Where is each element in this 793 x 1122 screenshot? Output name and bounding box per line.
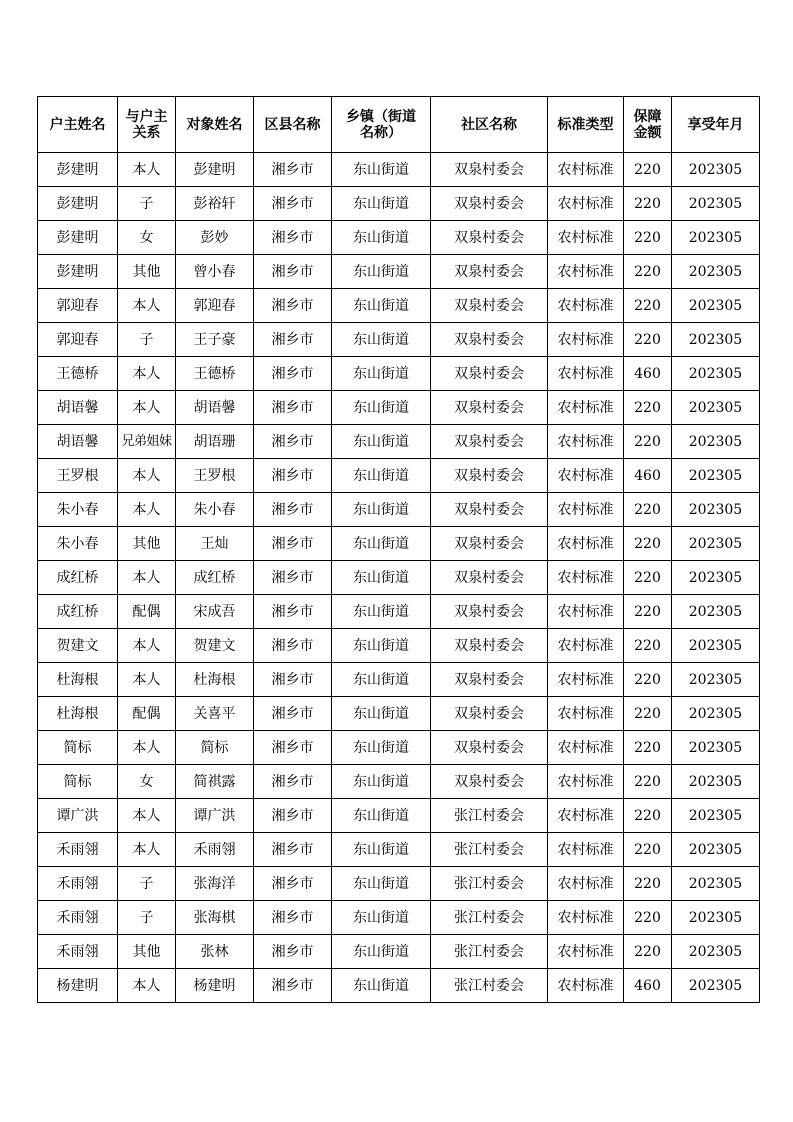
community-cell: 双泉村委会 xyxy=(431,561,548,595)
period-cell: 202305 xyxy=(672,255,760,289)
amount-cell: 220 xyxy=(624,221,672,255)
householder-name-cell: 朱小春 xyxy=(38,527,118,561)
member-name-cell: 王罗根 xyxy=(176,459,254,493)
county-cell: 湘乡市 xyxy=(254,221,332,255)
table-row xyxy=(38,323,760,357)
amount-cell: 220 xyxy=(624,629,672,663)
period-cell: 202305 xyxy=(672,357,760,391)
table-row xyxy=(38,867,760,901)
relation-cell: 本人 xyxy=(118,969,176,1003)
standard-type-cell: 农村标准 xyxy=(548,153,624,187)
amount-cell: 220 xyxy=(624,527,672,561)
township-cell: 东山街道 xyxy=(332,323,431,357)
standard-type-cell: 农村标准 xyxy=(548,527,624,561)
householder-name-cell: 成红桥 xyxy=(38,595,118,629)
member-name-cell: 关喜平 xyxy=(176,697,254,731)
amount-cell: 220 xyxy=(624,799,672,833)
community-cell: 双泉村委会 xyxy=(431,221,548,255)
table-row xyxy=(38,255,760,289)
county-cell: 湘乡市 xyxy=(254,459,332,493)
standard-type-cell: 农村标准 xyxy=(548,493,624,527)
community-cell: 张江村委会 xyxy=(431,901,548,935)
amount-cell: 220 xyxy=(624,697,672,731)
township-cell: 东山街道 xyxy=(332,561,431,595)
township-cell: 东山街道 xyxy=(332,799,431,833)
county-cell: 湘乡市 xyxy=(254,969,332,1003)
table-row xyxy=(38,765,760,799)
township-cell: 东山街道 xyxy=(332,833,431,867)
community-cell: 双泉村委会 xyxy=(431,187,548,221)
county-cell: 湘乡市 xyxy=(254,731,332,765)
period-cell: 202305 xyxy=(672,799,760,833)
period-cell: 202305 xyxy=(672,527,760,561)
period-cell: 202305 xyxy=(672,221,760,255)
community-cell: 张江村委会 xyxy=(431,969,548,1003)
member-name-cell: 郭迎春 xyxy=(176,289,254,323)
standard-type-cell: 农村标准 xyxy=(548,595,624,629)
amount-cell: 460 xyxy=(624,357,672,391)
table-row xyxy=(38,425,760,459)
member-name-cell: 彭裕轩 xyxy=(176,187,254,221)
header-householder-name: 户主姓名 xyxy=(38,97,118,153)
header-row xyxy=(38,97,760,153)
member-name-cell: 杨建明 xyxy=(176,969,254,1003)
member-name-cell: 王灿 xyxy=(176,527,254,561)
community-cell: 双泉村委会 xyxy=(431,629,548,663)
householder-name-cell: 王德桥 xyxy=(38,357,118,391)
county-cell: 湘乡市 xyxy=(254,629,332,663)
member-name-cell: 朱小春 xyxy=(176,493,254,527)
county-cell: 湘乡市 xyxy=(254,255,332,289)
township-cell: 东山街道 xyxy=(332,187,431,221)
member-name-cell: 王子豪 xyxy=(176,323,254,357)
community-cell: 双泉村委会 xyxy=(431,765,548,799)
householder-name-cell: 禾雨翎 xyxy=(38,833,118,867)
relation-cell: 其他 xyxy=(118,255,176,289)
county-cell: 湘乡市 xyxy=(254,935,332,969)
community-cell: 双泉村委会 xyxy=(431,323,548,357)
period-cell: 202305 xyxy=(672,731,760,765)
householder-name-cell: 王罗根 xyxy=(38,459,118,493)
householder-name-cell: 郭迎春 xyxy=(38,323,118,357)
period-cell: 202305 xyxy=(672,561,760,595)
standard-type-cell: 农村标准 xyxy=(548,799,624,833)
community-cell: 双泉村委会 xyxy=(431,527,548,561)
householder-name-cell: 贺建文 xyxy=(38,629,118,663)
community-cell: 张江村委会 xyxy=(431,935,548,969)
householder-name-cell: 禾雨翎 xyxy=(38,935,118,969)
township-cell: 东山街道 xyxy=(332,255,431,289)
amount-cell: 220 xyxy=(624,867,672,901)
householder-name-cell: 成红桥 xyxy=(38,561,118,595)
period-cell: 202305 xyxy=(672,765,760,799)
relation-cell: 本人 xyxy=(118,663,176,697)
amount-cell: 220 xyxy=(624,901,672,935)
community-cell: 双泉村委会 xyxy=(431,357,548,391)
period-cell: 202305 xyxy=(672,289,760,323)
community-cell: 双泉村委会 xyxy=(431,663,548,697)
member-name-cell: 简标 xyxy=(176,731,254,765)
period-cell: 202305 xyxy=(672,833,760,867)
table-row xyxy=(38,833,760,867)
standard-type-cell: 农村标准 xyxy=(548,357,624,391)
member-name-cell: 宋成吾 xyxy=(176,595,254,629)
householder-name-cell: 胡语馨 xyxy=(38,425,118,459)
period-cell: 202305 xyxy=(672,187,760,221)
member-name-cell: 张林 xyxy=(176,935,254,969)
community-cell: 双泉村委会 xyxy=(431,425,548,459)
amount-cell: 220 xyxy=(624,731,672,765)
table-row xyxy=(38,493,760,527)
member-name-cell: 王德桥 xyxy=(176,357,254,391)
relation-cell: 子 xyxy=(118,901,176,935)
county-cell: 湘乡市 xyxy=(254,391,332,425)
householder-name-cell: 杨建明 xyxy=(38,969,118,1003)
standard-type-cell: 农村标准 xyxy=(548,867,624,901)
township-cell: 东山街道 xyxy=(332,391,431,425)
header-township: 乡镇（街道 名称） xyxy=(332,97,431,153)
township-cell: 东山街道 xyxy=(332,663,431,697)
county-cell: 湘乡市 xyxy=(254,187,332,221)
period-cell: 202305 xyxy=(672,935,760,969)
period-cell: 202305 xyxy=(672,153,760,187)
householder-name-cell: 彭建明 xyxy=(38,221,118,255)
householder-name-cell: 彭建明 xyxy=(38,255,118,289)
township-cell: 东山街道 xyxy=(332,221,431,255)
standard-type-cell: 农村标准 xyxy=(548,289,624,323)
table-row xyxy=(38,901,760,935)
standard-type-cell: 农村标准 xyxy=(548,391,624,425)
amount-cell: 460 xyxy=(624,969,672,1003)
standard-type-cell: 农村标准 xyxy=(548,221,624,255)
township-cell: 东山街道 xyxy=(332,765,431,799)
table-row xyxy=(38,289,760,323)
period-cell: 202305 xyxy=(672,595,760,629)
amount-cell: 220 xyxy=(624,833,672,867)
county-cell: 湘乡市 xyxy=(254,323,332,357)
standard-type-cell: 农村标准 xyxy=(548,187,624,221)
period-cell: 202305 xyxy=(672,323,760,357)
header-period: 享受年月 xyxy=(672,97,760,153)
header-amount: 保障 金额 xyxy=(624,97,672,153)
table-row xyxy=(38,357,760,391)
table-row xyxy=(38,629,760,663)
standard-type-cell: 农村标准 xyxy=(548,731,624,765)
table-row xyxy=(38,459,760,493)
standard-type-cell: 农村标准 xyxy=(548,425,624,459)
table-row xyxy=(38,561,760,595)
roster-table xyxy=(37,96,760,1003)
relation-cell: 其他 xyxy=(118,527,176,561)
relation-cell: 本人 xyxy=(118,357,176,391)
householder-name-cell: 胡语馨 xyxy=(38,391,118,425)
period-cell: 202305 xyxy=(672,425,760,459)
relation-cell: 女 xyxy=(118,765,176,799)
amount-cell: 220 xyxy=(624,493,672,527)
householder-name-cell: 谭广洪 xyxy=(38,799,118,833)
amount-cell: 220 xyxy=(624,289,672,323)
relation-cell: 子 xyxy=(118,187,176,221)
standard-type-cell: 农村标准 xyxy=(548,969,624,1003)
community-cell: 双泉村委会 xyxy=(431,391,548,425)
member-name-cell: 彭建明 xyxy=(176,153,254,187)
table-header xyxy=(38,97,760,153)
member-name-cell: 杜海根 xyxy=(176,663,254,697)
period-cell: 202305 xyxy=(672,459,760,493)
standard-type-cell: 农村标准 xyxy=(548,629,624,663)
member-name-cell: 胡语珊 xyxy=(176,425,254,459)
community-cell: 双泉村委会 xyxy=(431,595,548,629)
county-cell: 湘乡市 xyxy=(254,867,332,901)
township-cell: 东山街道 xyxy=(332,527,431,561)
county-cell: 湘乡市 xyxy=(254,153,332,187)
amount-cell: 220 xyxy=(624,561,672,595)
table-row xyxy=(38,187,760,221)
table-row xyxy=(38,391,760,425)
community-cell: 双泉村委会 xyxy=(431,289,548,323)
county-cell: 湘乡市 xyxy=(254,561,332,595)
relation-cell: 本人 xyxy=(118,459,176,493)
county-cell: 湘乡市 xyxy=(254,527,332,561)
amount-cell: 220 xyxy=(624,391,672,425)
relation-cell: 本人 xyxy=(118,289,176,323)
table-row xyxy=(38,799,760,833)
amount-cell: 220 xyxy=(624,255,672,289)
township-cell: 东山街道 xyxy=(332,459,431,493)
standard-type-cell: 农村标准 xyxy=(548,255,624,289)
community-cell: 张江村委会 xyxy=(431,833,548,867)
community-cell: 张江村委会 xyxy=(431,799,548,833)
member-name-cell: 曾小春 xyxy=(176,255,254,289)
householder-name-cell: 禾雨翎 xyxy=(38,867,118,901)
member-name-cell: 张海洋 xyxy=(176,867,254,901)
table-row xyxy=(38,595,760,629)
period-cell: 202305 xyxy=(672,867,760,901)
community-cell: 双泉村委会 xyxy=(431,255,548,289)
member-name-cell: 张海棋 xyxy=(176,901,254,935)
relation-cell: 配偶 xyxy=(118,697,176,731)
householder-name-cell: 简标 xyxy=(38,731,118,765)
member-name-cell: 禾雨翎 xyxy=(176,833,254,867)
community-cell: 张江村委会 xyxy=(431,867,548,901)
county-cell: 湘乡市 xyxy=(254,663,332,697)
householder-name-cell: 彭建明 xyxy=(38,153,118,187)
township-cell: 东山街道 xyxy=(332,731,431,765)
relation-cell: 本人 xyxy=(118,493,176,527)
township-cell: 东山街道 xyxy=(332,901,431,935)
community-cell: 双泉村委会 xyxy=(431,153,548,187)
header-county: 区县名称 xyxy=(254,97,332,153)
township-cell: 东山街道 xyxy=(332,153,431,187)
relation-cell: 子 xyxy=(118,867,176,901)
relation-cell: 子 xyxy=(118,323,176,357)
relation-cell: 本人 xyxy=(118,629,176,663)
member-name-cell: 谭广洪 xyxy=(176,799,254,833)
householder-name-cell: 朱小春 xyxy=(38,493,118,527)
amount-cell: 220 xyxy=(624,595,672,629)
county-cell: 湘乡市 xyxy=(254,765,332,799)
township-cell: 东山街道 xyxy=(332,425,431,459)
community-cell: 双泉村委会 xyxy=(431,459,548,493)
amount-cell: 220 xyxy=(624,935,672,969)
county-cell: 湘乡市 xyxy=(254,833,332,867)
county-cell: 湘乡市 xyxy=(254,357,332,391)
householder-name-cell: 简标 xyxy=(38,765,118,799)
householder-name-cell: 杜海根 xyxy=(38,663,118,697)
standard-type-cell: 农村标准 xyxy=(548,561,624,595)
county-cell: 湘乡市 xyxy=(254,425,332,459)
standard-type-cell: 农村标准 xyxy=(548,697,624,731)
county-cell: 湘乡市 xyxy=(254,595,332,629)
period-cell: 202305 xyxy=(672,663,760,697)
period-cell: 202305 xyxy=(672,391,760,425)
county-cell: 湘乡市 xyxy=(254,289,332,323)
county-cell: 湘乡市 xyxy=(254,799,332,833)
township-cell: 东山街道 xyxy=(332,357,431,391)
period-cell: 202305 xyxy=(672,901,760,935)
township-cell: 东山街道 xyxy=(332,697,431,731)
table-row xyxy=(38,153,760,187)
standard-type-cell: 农村标准 xyxy=(548,935,624,969)
table-row xyxy=(38,697,760,731)
householder-name-cell: 杜海根 xyxy=(38,697,118,731)
county-cell: 湘乡市 xyxy=(254,493,332,527)
amount-cell: 460 xyxy=(624,459,672,493)
relation-cell: 女 xyxy=(118,221,176,255)
township-cell: 东山街道 xyxy=(332,493,431,527)
relation-cell: 兄弟姐妹 xyxy=(118,425,176,459)
period-cell: 202305 xyxy=(672,969,760,1003)
period-cell: 202305 xyxy=(672,697,760,731)
amount-cell: 220 xyxy=(624,425,672,459)
standard-type-cell: 农村标准 xyxy=(548,833,624,867)
relation-cell: 本人 xyxy=(118,833,176,867)
table-row xyxy=(38,935,760,969)
table-row xyxy=(38,969,760,1003)
header-member-name: 对象姓名 xyxy=(176,97,254,153)
header-standard-type: 标准类型 xyxy=(548,97,624,153)
township-cell: 东山街道 xyxy=(332,969,431,1003)
relation-cell: 本人 xyxy=(118,153,176,187)
table-row xyxy=(38,663,760,697)
householder-name-cell: 禾雨翎 xyxy=(38,901,118,935)
community-cell: 双泉村委会 xyxy=(431,697,548,731)
standard-type-cell: 农村标准 xyxy=(548,459,624,493)
amount-cell: 220 xyxy=(624,323,672,357)
county-cell: 湘乡市 xyxy=(254,901,332,935)
amount-cell: 220 xyxy=(624,153,672,187)
relation-cell: 本人 xyxy=(118,799,176,833)
relation-cell: 其他 xyxy=(118,935,176,969)
householder-name-cell: 彭建明 xyxy=(38,187,118,221)
relation-cell: 本人 xyxy=(118,731,176,765)
amount-cell: 220 xyxy=(624,187,672,221)
period-cell: 202305 xyxy=(672,493,760,527)
standard-type-cell: 农村标准 xyxy=(548,323,624,357)
member-name-cell: 胡语馨 xyxy=(176,391,254,425)
township-cell: 东山街道 xyxy=(332,629,431,663)
township-cell: 东山街道 xyxy=(332,935,431,969)
relation-cell: 配偶 xyxy=(118,595,176,629)
member-name-cell: 彭妙 xyxy=(176,221,254,255)
relation-cell: 本人 xyxy=(118,391,176,425)
township-cell: 东山街道 xyxy=(332,595,431,629)
standard-type-cell: 农村标准 xyxy=(548,663,624,697)
relation-cell: 本人 xyxy=(118,561,176,595)
amount-cell: 220 xyxy=(624,765,672,799)
county-cell: 湘乡市 xyxy=(254,697,332,731)
community-cell: 双泉村委会 xyxy=(431,493,548,527)
householder-name-cell: 郭迎春 xyxy=(38,289,118,323)
table-body xyxy=(38,153,760,1003)
member-name-cell: 简祺露 xyxy=(176,765,254,799)
standard-type-cell: 农村标准 xyxy=(548,901,624,935)
community-cell: 双泉村委会 xyxy=(431,731,548,765)
period-cell: 202305 xyxy=(672,629,760,663)
township-cell: 东山街道 xyxy=(332,867,431,901)
table-row xyxy=(38,527,760,561)
township-cell: 东山街道 xyxy=(332,289,431,323)
header-relation: 与户主 关系 xyxy=(118,97,176,153)
header-community: 社区名称 xyxy=(431,97,548,153)
amount-cell: 220 xyxy=(624,663,672,697)
member-name-cell: 成红桥 xyxy=(176,561,254,595)
table-row xyxy=(38,221,760,255)
member-name-cell: 贺建文 xyxy=(176,629,254,663)
standard-type-cell: 农村标准 xyxy=(548,765,624,799)
table-row xyxy=(38,731,760,765)
